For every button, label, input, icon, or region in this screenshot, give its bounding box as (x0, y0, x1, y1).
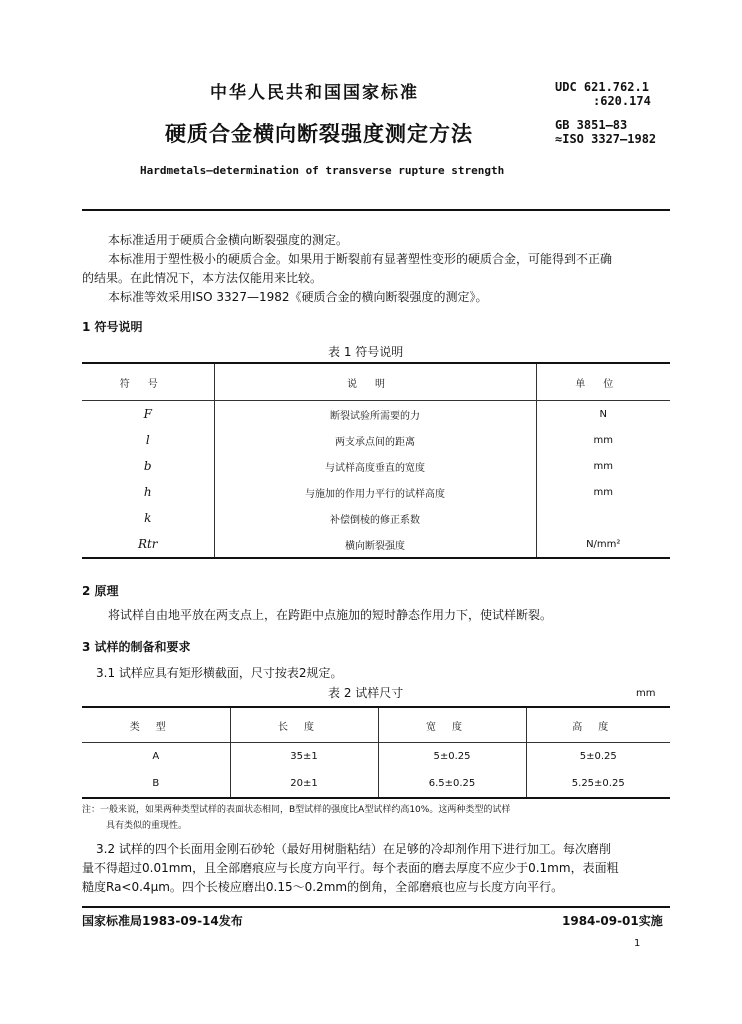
section-3-2-line-2: 量不得超过0.01mm，且全部磨痕应与长度方向平行。每个表面的磨去厚度不应少于0.1mm，表面粗 (82, 861, 619, 875)
issue-date: 国家标准局1983-09-14发布 (82, 914, 243, 928)
intro-paragraph-1: 本标准适用于硬质合金横向断裂强度的测定。 (108, 233, 349, 247)
unit-cell (536, 505, 670, 531)
table-2-unit: mm (636, 688, 656, 699)
section-3-heading: 3 试样的制备和要求 (82, 640, 191, 654)
section-3-2-line-1: 3.2 试样的四个长面用金刚石砂轮（最好用树脂粘结）在足够的冷却剂作用下进行加工。每次磨削 (96, 842, 611, 856)
udc-line-1: UDC 621.762.1 (555, 80, 649, 94)
unit-cell: mm (536, 453, 670, 479)
table-row (82, 743, 670, 771)
column-header-height: 高度 (526, 707, 670, 743)
description-cell: 横向断裂强度 (214, 531, 536, 558)
section-2-text: 将试样自由地平放在两支点上，在跨距中点施加的短时静态作用力下，使试样断裂。 (108, 608, 553, 622)
length-cell: 35±1 (230, 743, 378, 771)
description-cell: 补偿倒棱的修正系数 (214, 505, 536, 531)
symbol-cell: l (145, 433, 150, 447)
table-header-row (82, 363, 670, 401)
column-header-length: 长度 (230, 707, 378, 743)
gb-line-2: ≈ISO 3327—1982 (555, 132, 657, 146)
table-header-row (82, 707, 670, 743)
length-cell: 20±1 (230, 770, 378, 798)
standard-org-title: 中华人民共和国国家标准 (210, 83, 419, 103)
table-row (82, 531, 670, 558)
section-3-1-text: 3.1 试样应具有矩形横截面，尺寸按表2规定。 (96, 666, 343, 680)
symbol-cell: k (144, 511, 152, 525)
table-2-note-line-1: 注：一般来说，如果两种类型试样的表面状态相同，B型试样的强度比A型试样约高10%。这两种类型的试样 (82, 805, 511, 815)
unit-cell: N (536, 401, 670, 428)
table-row (82, 401, 670, 428)
height-cell: 5.25±0.25 (526, 770, 670, 798)
symbol-cell: b (143, 459, 152, 473)
table-1-caption: 表 1 符号说明 (328, 345, 404, 359)
unit-cell: mm (536, 479, 670, 505)
column-header-symbol: 符号 (82, 363, 214, 401)
section-2-heading: 2 原理 (82, 584, 119, 598)
table-row (82, 427, 670, 453)
column-header-unit: 单位 (536, 363, 670, 401)
udc-code (555, 80, 651, 108)
type-cell: B (152, 778, 160, 789)
page-number: 1 (634, 938, 641, 949)
description-cell: 与施加的作用力平行的试样高度 (214, 479, 536, 505)
description-cell: 两支承点间的距离 (214, 427, 536, 453)
column-header-description: 说明 (214, 363, 536, 401)
type-cell: A (152, 751, 160, 762)
width-cell: 5±0.25 (378, 743, 526, 771)
table-row (82, 770, 670, 798)
intro-paragraph-2a: 本标准用于塑性极小的硬质合金。如果用于断裂前有显著塑性变形的硬质合金，可能得到不正确 (108, 252, 613, 266)
height-cell: 5±0.25 (526, 743, 670, 771)
section-3-2-line-3: 糙度Ra<0.4μm。四个长棱应磨出0.15～0.2mm的倒角，全部磨痕也应与长度方向平行。 (82, 880, 564, 894)
gb-code (555, 118, 656, 146)
footer-rule (82, 906, 670, 908)
section-1-heading: 1 符号说明 (82, 320, 143, 334)
gb-line-1: GB 3851—83 (555, 118, 628, 132)
table-row (82, 479, 670, 505)
unit-cell: mm (536, 427, 670, 453)
description-cell: 断裂试验所需要的力 (214, 401, 536, 428)
document-title: 硬质合金横向断裂强度测定方法 (165, 122, 473, 146)
table-row (82, 453, 670, 479)
symbol-cell: F (143, 407, 152, 421)
unit-cell: N/mm² (536, 531, 670, 558)
intro-paragraph-3: 本标准等效采用ISO 3327—1982《硬质合金的横向断裂强度的测定》。 (108, 290, 488, 304)
symbol-cell: Rtr (137, 537, 158, 551)
table-row (82, 505, 670, 531)
symbol-cell: h (143, 485, 152, 499)
table-2-caption: 表 2 试样尺寸 (328, 686, 404, 700)
symbols-table (82, 362, 670, 559)
column-header-width: 宽度 (378, 707, 526, 743)
english-title: Hardmetals—determination of transverse rupture strength (140, 164, 505, 177)
udc-line-2: :620.174 (593, 94, 651, 108)
intro-paragraph-2b: 的结果。在此情况下，本方法仅能用来比较。 (82, 271, 323, 285)
column-header-type: 类型 (82, 707, 230, 743)
effective-date: 1984-09-01实施 (562, 914, 663, 928)
width-cell: 6.5±0.25 (378, 770, 526, 798)
header-rule (82, 209, 670, 211)
description-cell: 与试样高度垂直的宽度 (214, 453, 536, 479)
specimen-size-table (82, 706, 670, 799)
table-2-note-line-2: 具有类似的重现性。 (106, 821, 188, 831)
